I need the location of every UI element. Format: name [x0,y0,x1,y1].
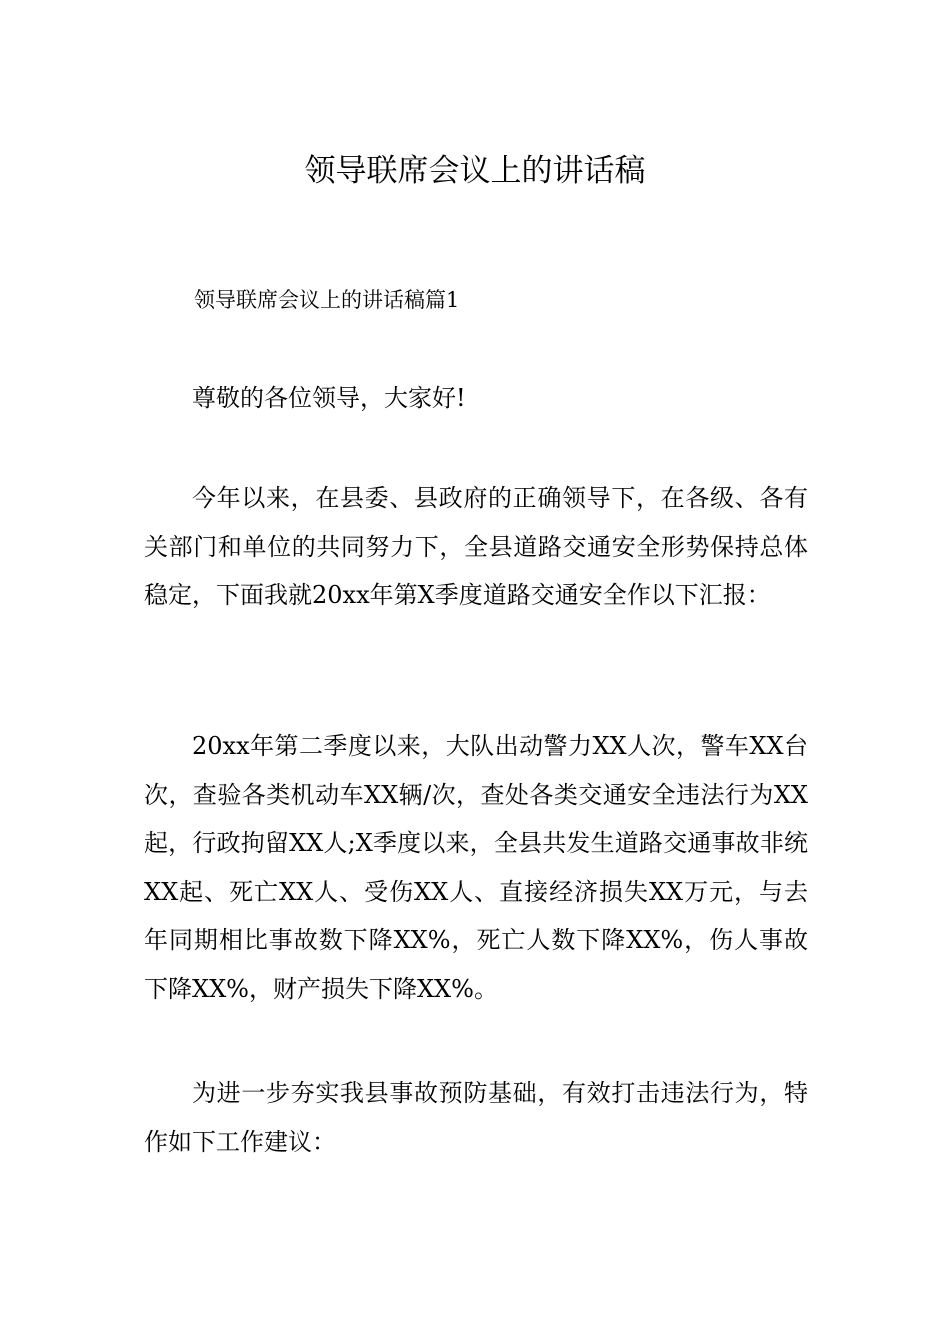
section-heading: 领导联席会议上的讲话稿篇1 [194,288,460,312]
document-title: 领导联席会议上的讲话稿 [304,152,646,189]
statistics-paragraph: 20xx年第二季度以来，大队出动警力XX人次，警车XX台次，查验各类机动车XX辆/次，查处各类交通安全违法行为XX起，行政拘留XX人;X季度以来，全县共发生道路交通事故非统XX起、死亡XX人、受伤XX人、直接经济损失XX万元，与去年同期相比事故数下降XX%，死亡人数下降XX%，伤人事故下降XX%，财产损失下降XX%。 [144,732,808,1003]
suggestion-paragraph: 为进一步夯实我县事故预防基础，有效打击违法行为，特作如下工作建议： [144,1079,808,1156]
greeting-paragraph: 尊敬的各位领导，大家好! [192,384,466,412]
intro-paragraph: 今年以来，在县委、县政府的正确领导下，在各级、各有关部门和单位的共同努力下，全县道路交通安全形势保持总体稳定，下面我就20xx年第X季度道路交通安全作以下汇报： [144,484,808,609]
